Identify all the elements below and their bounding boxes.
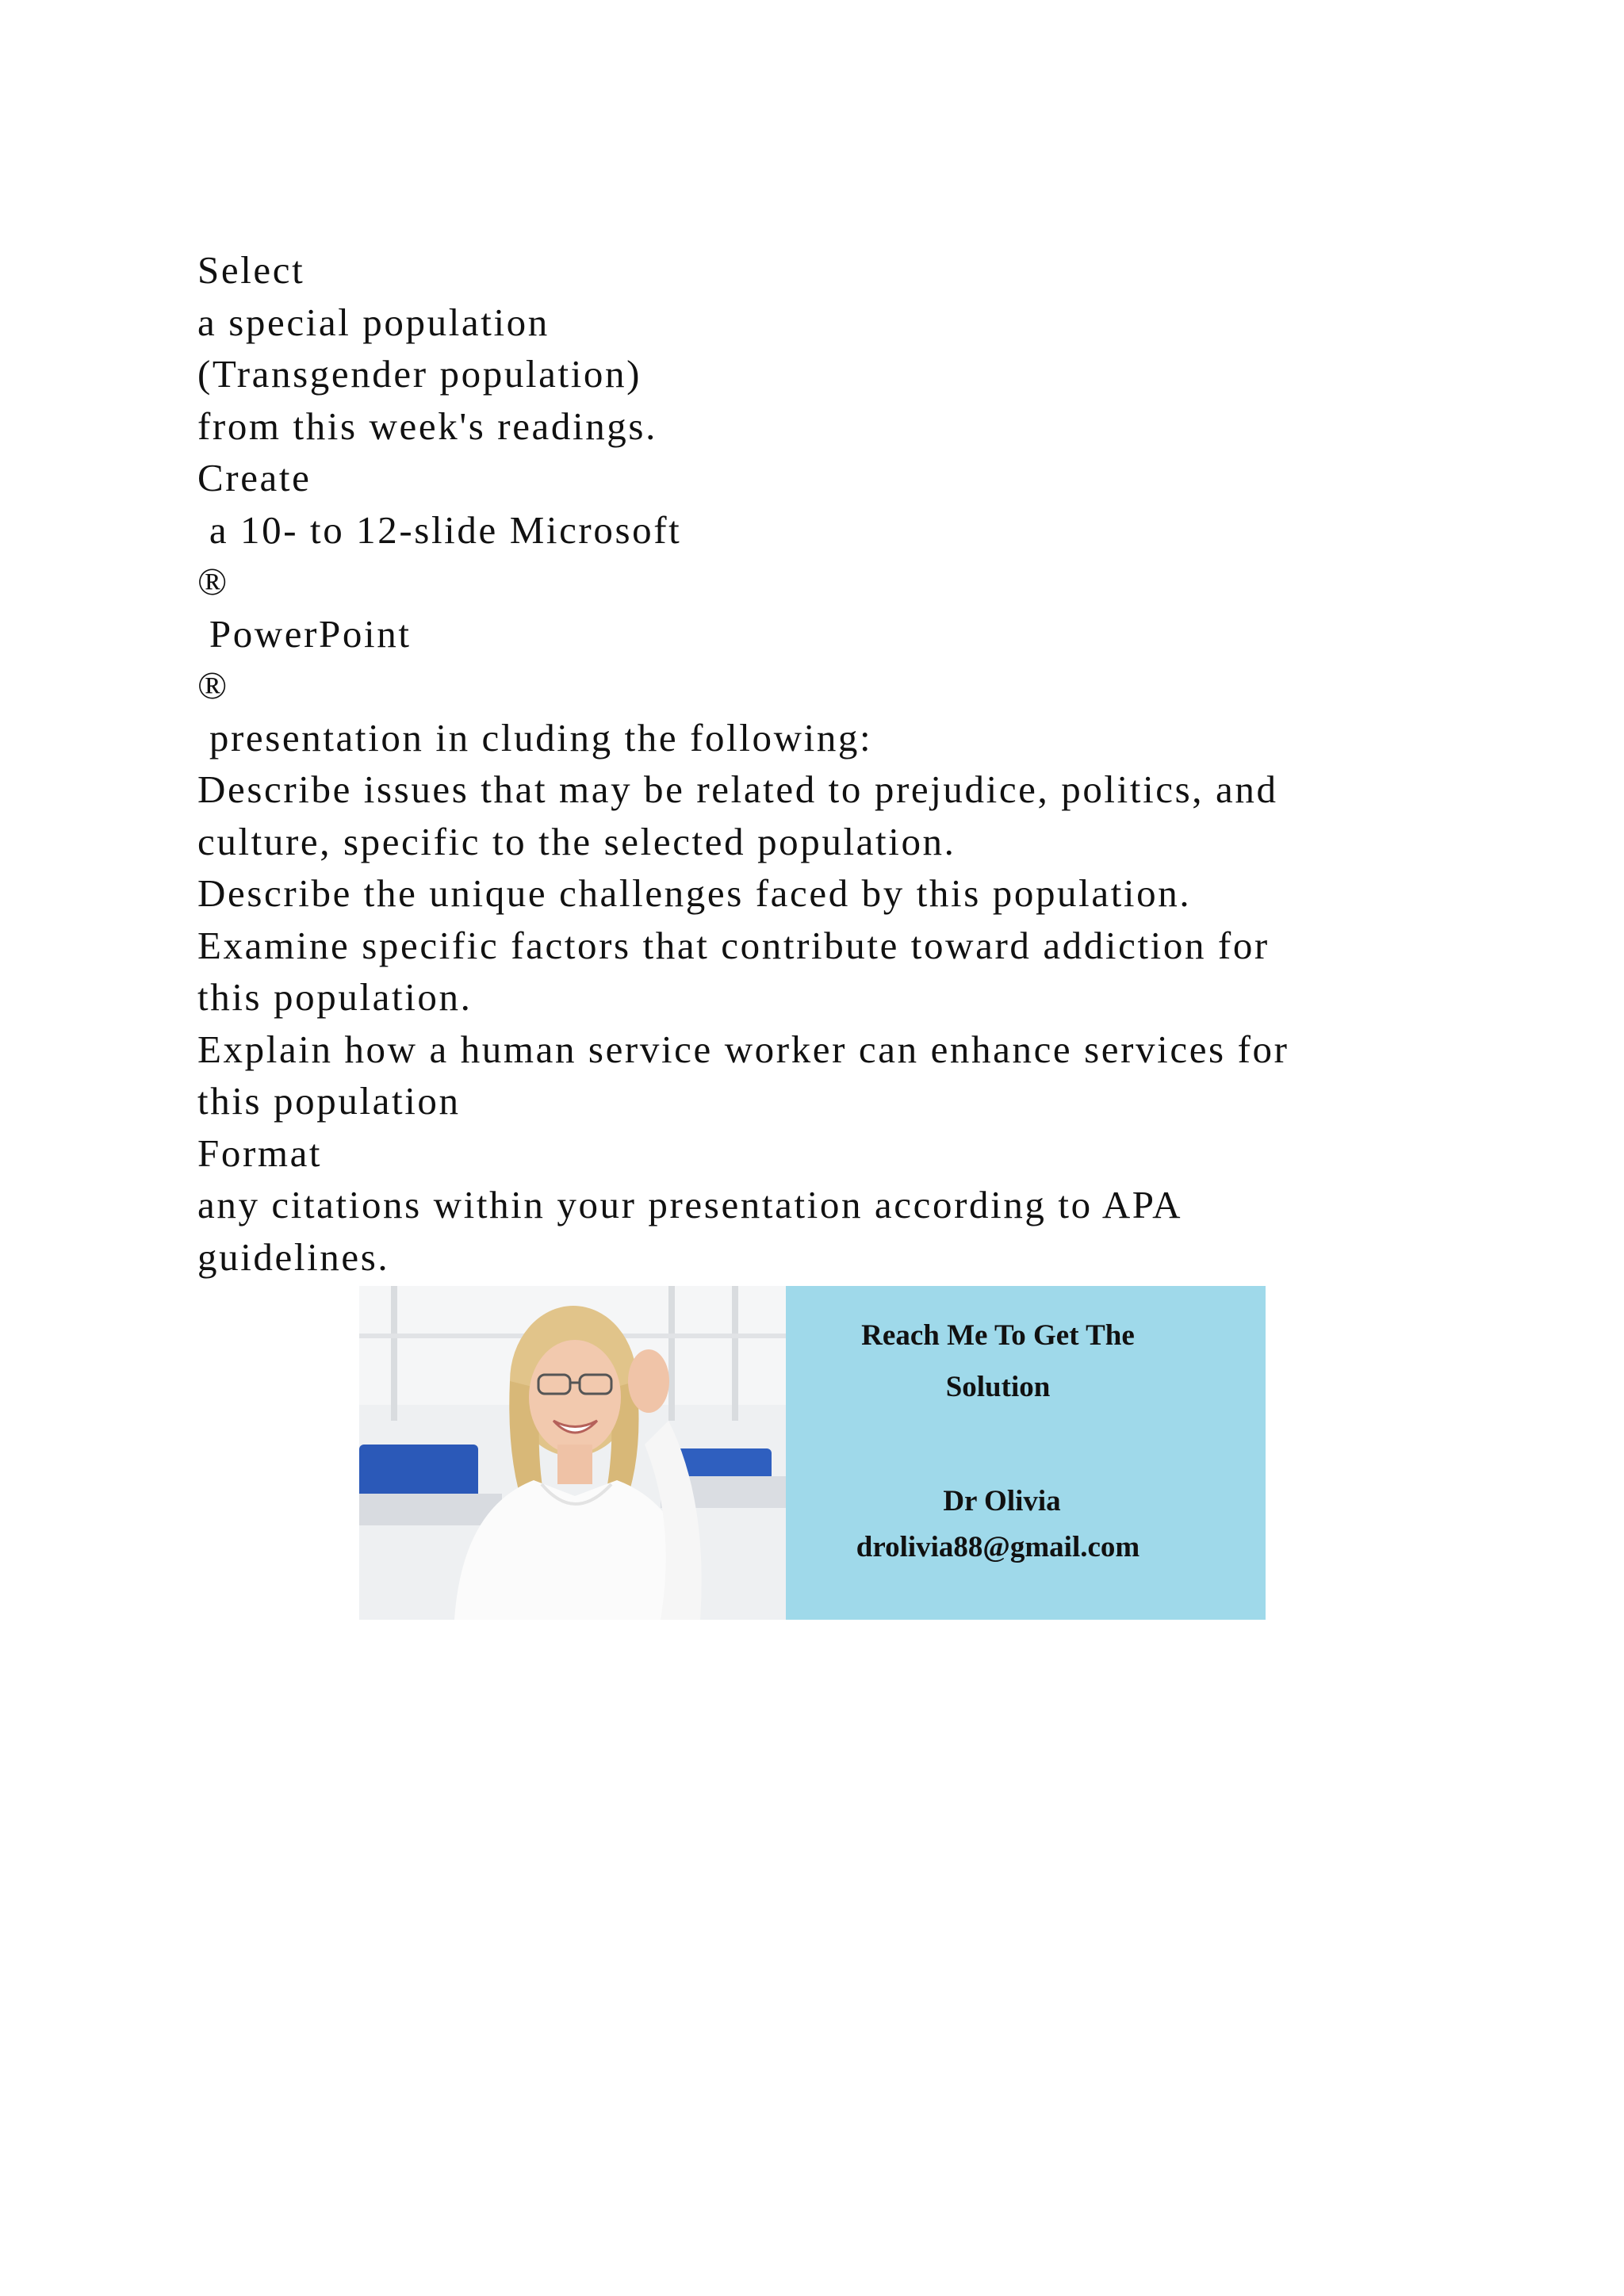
text-line: any citations within your presentation according to APA xyxy=(197,1183,1183,1226)
text-line: this population xyxy=(197,1079,461,1123)
text-line: culture, specific to the selected population. xyxy=(197,819,956,863)
contact-name: Dr Olivia xyxy=(943,1485,1061,1517)
text-line: Explain how a human service worker can enhance services for xyxy=(197,1027,1289,1071)
text-line: Describe the unique challenges faced by this population. xyxy=(197,871,1192,915)
contact-banner xyxy=(359,1286,1266,1620)
text-line: PowerPoint xyxy=(197,611,412,656)
text-line: Describe issues that may be related to prejudice, politics, and xyxy=(197,767,1278,811)
text-line: a special population xyxy=(197,300,550,344)
text-line: Create xyxy=(197,456,312,499)
text-line: Examine specific factors that contribute toward addiction for xyxy=(197,923,1270,967)
banner-headline xyxy=(786,1310,1266,1413)
text-line: from this week's readings. xyxy=(197,404,657,448)
banner-headline-line: Solution xyxy=(945,1371,1051,1403)
banner-headline-line: Reach Me To Get The xyxy=(861,1319,1135,1352)
registered-mark: ® xyxy=(197,664,229,707)
document-text xyxy=(197,244,1434,1283)
text-line: presentation in cluding the following: xyxy=(197,715,873,760)
text-line: a 10- to 12-slide Microsoft xyxy=(197,507,682,552)
text-line: (Transgender population) xyxy=(197,352,642,396)
smiling-woman-photo xyxy=(359,1286,786,1620)
contact-info-panel xyxy=(786,1286,1266,1620)
contact-email: drolivia88@gmail.com xyxy=(856,1531,1140,1563)
photo-illustration xyxy=(359,1286,786,1620)
text-line: this population. xyxy=(197,975,473,1019)
text-line: Select xyxy=(197,248,305,292)
registered-mark: ® xyxy=(197,560,229,603)
text-line: Format xyxy=(197,1131,323,1175)
text-line: guidelines. xyxy=(197,1234,390,1279)
